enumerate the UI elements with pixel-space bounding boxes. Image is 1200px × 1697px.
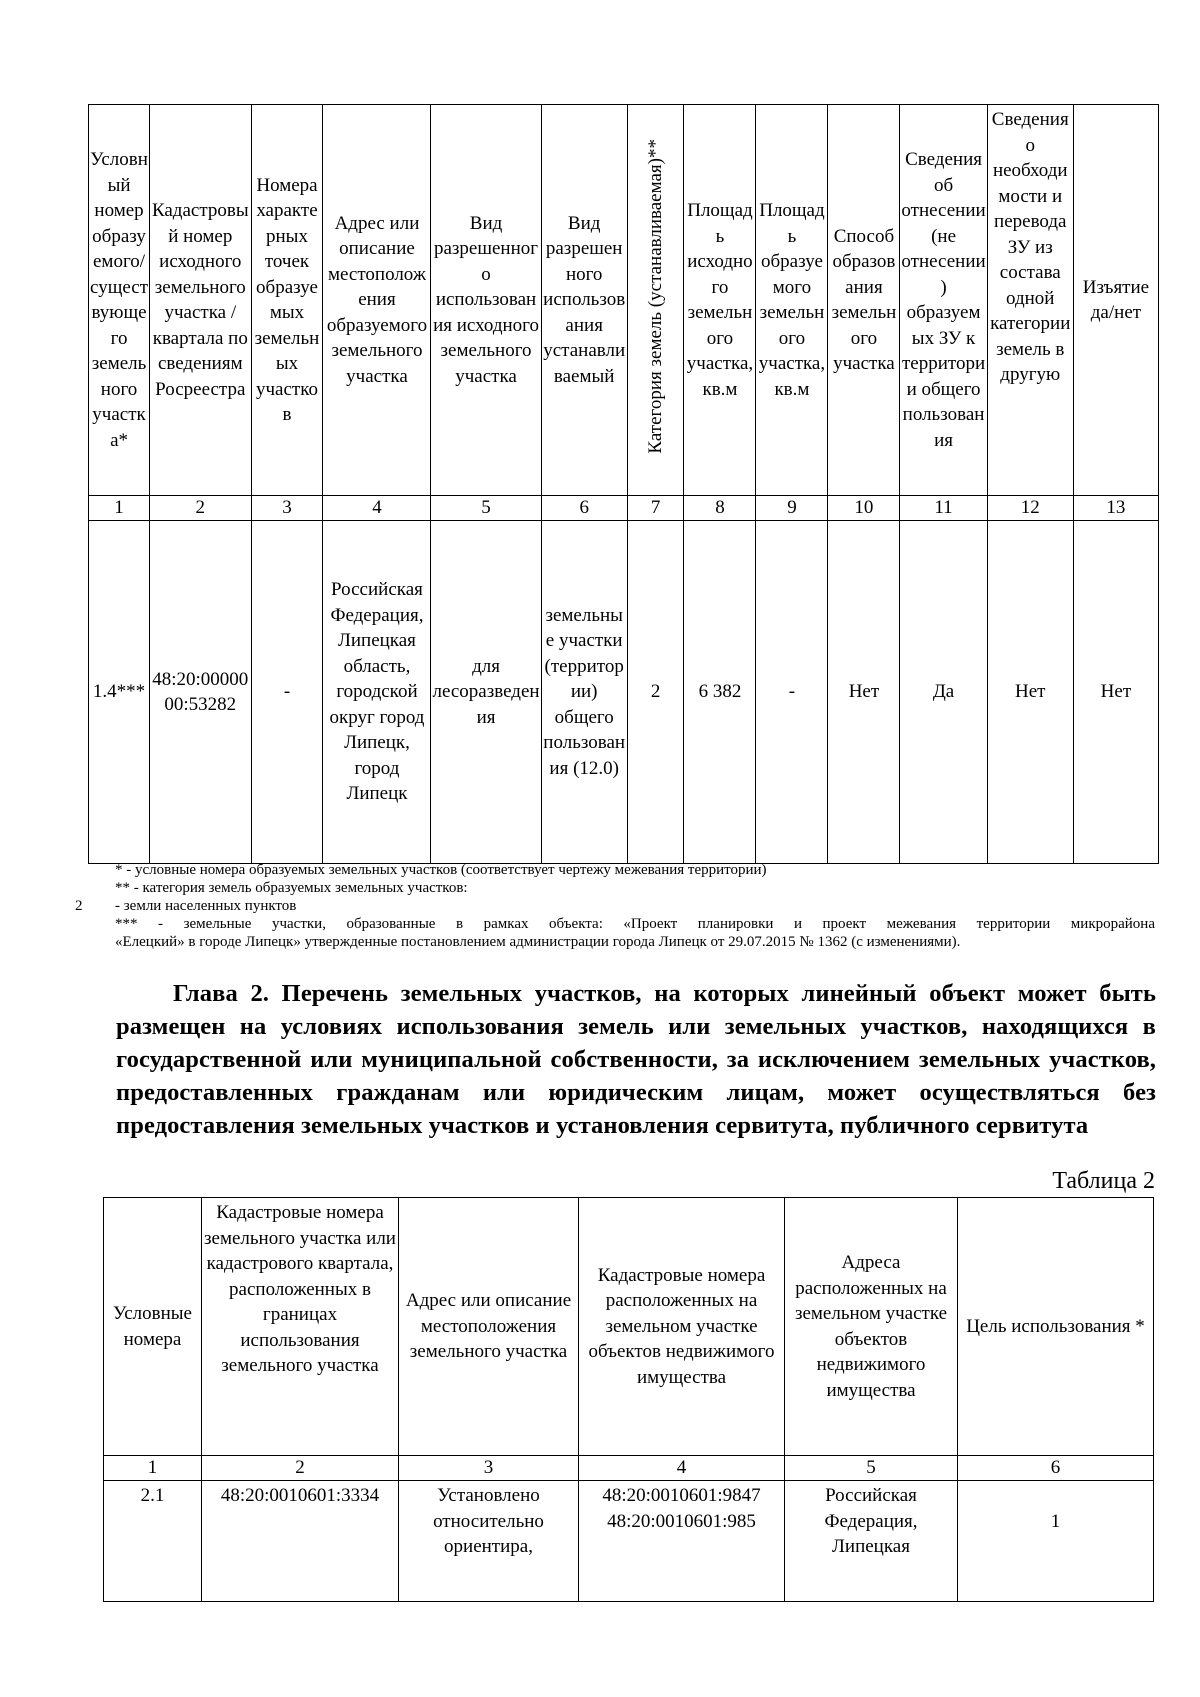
table1-col-number: 10 (828, 496, 900, 521)
table1-header-cell: Площадь образуемого земельного участка, кв.м (756, 105, 828, 496)
table1-cell: для лесоразведения (431, 521, 541, 864)
table1-col-number: 4 (323, 496, 431, 521)
table2-header-cell: Адреса расположенных на земельном участке объектов недвижимого имущества (785, 1198, 958, 1456)
table1-header-cell: Вид разрешенного использования исходного земельного участка (431, 105, 541, 496)
table1-header-cell: Изъятие да/нет (1073, 105, 1158, 496)
table1-cell: 2 (627, 521, 684, 864)
table1-cell: Нет (828, 521, 900, 864)
table-row (89, 521, 1159, 864)
land-category-vertical-header: Категория земель (устанавливаемая)** (644, 138, 666, 454)
table2-cell (104, 1481, 202, 1602)
table1-cell: Да (900, 521, 987, 864)
table1-col-number: 1 (89, 496, 150, 521)
table1-header-cell: Номера характерных точек образуемых земельных участков (251, 105, 323, 496)
table2-cell (399, 1481, 579, 1602)
table2-header-cell: Адрес или описание местоположения земельного участка (399, 1198, 579, 1456)
table1-col-number: 9 (756, 496, 828, 521)
table1-header-cell: Способ образования земельного участка (828, 105, 900, 496)
footnote-2: ** - категория земель образуемых земельных участков: (115, 880, 468, 896)
table1-header-text: Сведения о необходимости и перевода ЗУ из состава одной категории земель в другую (990, 109, 1071, 385)
chapter-2-title: Глава 2. Перечень земельных участков, на которых линейный объект может быть размещен на условиях использования земель или земельных участков, находящихся в государственной или муниципальной собственности, за исключением земельных участков, предоставленных гражданам или юридическим лицам, может осуществляться без предоставления земельных участков и установления сервитута, публичного сервитута (116, 980, 1156, 1139)
table1-cell: Российская Федерация, Липецкая область, городской округ город Липецк, город Липецк (323, 521, 431, 864)
table-2-label: Таблица 2 (1052, 1168, 1155, 1194)
table1-header-row (89, 105, 1159, 496)
table1-col-number: 11 (900, 496, 987, 521)
table1-col-number: 8 (684, 496, 756, 521)
table1-header-cell: Площадь исходного земельного участка, кв.м (684, 105, 756, 496)
table2-header-cell (202, 1198, 399, 1456)
land-plots-table-1 (88, 104, 1159, 864)
table2-header-row (104, 1198, 1154, 1456)
table1-cell: - (251, 521, 323, 864)
table1-cell: - (756, 521, 828, 864)
table1-cell: земельные участки (территории) общего пользования (12.0) (541, 521, 627, 864)
table2-header-cell: Цель использования * (958, 1198, 1154, 1456)
table2-col-number: 3 (399, 1456, 579, 1481)
table1-col-number: 6 (541, 496, 627, 521)
table1-cell: Нет (987, 521, 1073, 864)
table1-header-cell: Адрес или описание местоположения образуемого земельного участка (323, 105, 431, 496)
footnote-category-number: 2 (75, 898, 83, 914)
footnote-1: * - условные номера образуемых земельных участков (соответствует чертежу межевания территории) (115, 862, 767, 878)
table1-header-cell (627, 105, 684, 496)
table2-cell (579, 1481, 785, 1602)
table1-col-number: 13 (1073, 496, 1158, 521)
table2-col-number: 6 (958, 1456, 1154, 1481)
table1-col-number: 5 (431, 496, 541, 521)
table1-col-number: 7 (627, 496, 684, 521)
table2-cell-text: 2.1 (140, 1485, 165, 1506)
footnote-4-line-2: «Елецкий» в городе Липецк» утвержденные постановлением администрации города Липецк от 29.07.2015 № 1362 (с изменениями). (115, 934, 961, 950)
table1-header-cell (987, 105, 1073, 496)
table1-header-cell: Кадастровый номер исходного земельного участка / квартала по сведениям Росреестра (150, 105, 251, 496)
table1-col-number: 3 (251, 496, 323, 521)
table1-number-row (89, 496, 1159, 521)
footnote-4-line-1: *** - земельные участки, образованные в рамках объекта: «Проект планировки и проект межевания территории микрорайона (115, 916, 1155, 932)
table2-cell (958, 1481, 1154, 1602)
table1-cell: 48:20:0000000:53282 (150, 521, 251, 864)
table1-cell: 6 382 (684, 521, 756, 864)
table1-cell: Нет (1073, 521, 1158, 864)
table1-header-cell: Сведения об отнесении (не отнесении) образуемых ЗУ к территории общего пользования (900, 105, 987, 496)
table2-cell-text: 48:20:0010601:3334 (220, 1485, 380, 1506)
table2-number-row (104, 1456, 1154, 1481)
footnote-3: - земли населенных пунктов (115, 898, 297, 914)
table2-col-number: 5 (785, 1456, 958, 1481)
table1-cell: 1.4*** (89, 521, 150, 864)
table2-header-cell: Условные номера (104, 1198, 202, 1456)
table2-cell-text: 48:20:0010601:9847 48:20:0010601:985 (602, 1485, 761, 1532)
table2-header-cell: Кадастровые номера расположенных на земельном участке объектов недвижимого имущества (579, 1198, 785, 1456)
table2-col-number: 1 (104, 1456, 202, 1481)
land-plots-table-2 (103, 1197, 1154, 1602)
table2-cell-text: Установлено относительно ориентира, (433, 1485, 544, 1557)
table1-col-number: 12 (987, 496, 1073, 521)
table2-cell-text: 1 (1050, 1511, 1061, 1532)
table2-col-number: 2 (202, 1456, 399, 1481)
table2-col-number: 4 (579, 1456, 785, 1481)
table2-cell (785, 1481, 958, 1602)
table1-header-cell: Вид разрешенного использования устанавливаемый (541, 105, 627, 496)
table2-header-text: Кадастровые номера земельного участка или кадастрового квартала, расположенных в границах использования земельного участка (204, 1202, 396, 1376)
table1-header-cell: Условный номер образуемого/существующего земельного участка* (89, 105, 150, 496)
table2-cell-text: Российская Федерация, Липецкая (824, 1485, 918, 1557)
table1-col-number: 2 (150, 496, 251, 521)
table2-cell (202, 1481, 399, 1602)
table-row (104, 1481, 1154, 1602)
